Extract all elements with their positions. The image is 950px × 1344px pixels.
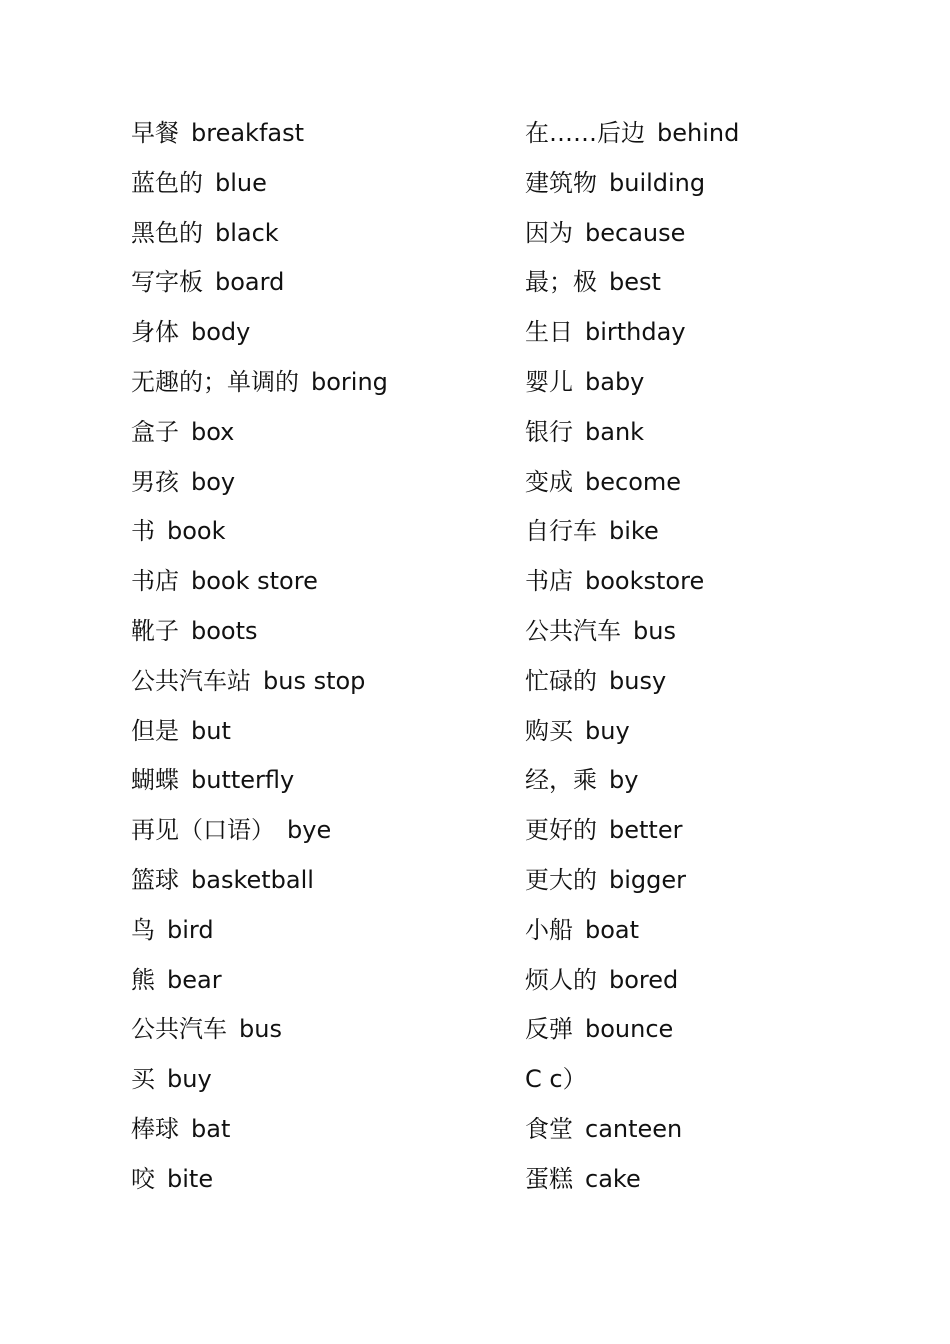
vocabulary-entry bbox=[131, 1010, 531, 1060]
english-word: black bbox=[215, 218, 279, 247]
vocabulary-entry bbox=[525, 961, 925, 1011]
vocabulary-entry bbox=[525, 712, 925, 762]
chinese-term: 再见（口语） bbox=[131, 816, 275, 845]
chinese-term: 篮球 bbox=[131, 865, 179, 894]
english-word: board bbox=[215, 268, 285, 297]
english-word: bite bbox=[167, 1164, 214, 1193]
chinese-term: 经，乘 bbox=[525, 766, 597, 795]
chinese-term: 烦人的 bbox=[525, 965, 597, 994]
english-word: bus bbox=[239, 1015, 282, 1044]
chinese-term: 黑色的 bbox=[131, 218, 203, 247]
chinese-term: 建筑物 bbox=[525, 168, 597, 197]
english-word: bus stop bbox=[263, 666, 366, 695]
english-word: boots bbox=[191, 616, 258, 645]
vocabulary-entry bbox=[131, 512, 531, 562]
chinese-term: 蓝色的 bbox=[131, 168, 203, 197]
english-word: book bbox=[167, 517, 226, 546]
chinese-term: 无趣的；单调的 bbox=[131, 367, 299, 396]
chinese-term: 书 bbox=[131, 517, 155, 546]
chinese-term: 写字板 bbox=[131, 268, 203, 297]
english-word: buy bbox=[585, 716, 630, 745]
chinese-term: 男孩 bbox=[131, 467, 179, 496]
english-word: best bbox=[609, 268, 661, 297]
chinese-term: 自行车 bbox=[525, 517, 597, 546]
chinese-term: 最；极 bbox=[525, 268, 597, 297]
chinese-term: 棒球 bbox=[131, 1114, 179, 1143]
vocabulary-entry bbox=[525, 313, 925, 363]
english-word: building bbox=[609, 168, 706, 197]
chinese-term: 小船 bbox=[525, 915, 573, 944]
right-vocabulary-column bbox=[525, 114, 925, 1210]
vocabulary-entry bbox=[525, 861, 925, 911]
vocabulary-entry bbox=[525, 363, 925, 413]
vocabulary-entry bbox=[525, 761, 925, 811]
vocabulary-entry bbox=[525, 612, 925, 662]
vocabulary-entry bbox=[525, 911, 925, 961]
vocabulary-entry bbox=[131, 1060, 531, 1110]
chinese-term: 反弹 bbox=[525, 1015, 573, 1044]
chinese-term: 变成 bbox=[525, 467, 573, 496]
english-word: canteen bbox=[585, 1114, 683, 1143]
english-word: boy bbox=[191, 467, 236, 496]
vocabulary-entry bbox=[131, 911, 531, 961]
vocabulary-entry bbox=[131, 1160, 531, 1210]
chinese-term: 食堂 bbox=[525, 1114, 573, 1143]
english-word: behind bbox=[657, 119, 740, 147]
english-word: because bbox=[585, 218, 686, 247]
vocabulary-entry bbox=[131, 463, 531, 513]
english-word: boring bbox=[311, 367, 388, 396]
english-word: better bbox=[609, 816, 683, 845]
chinese-term: 靴子 bbox=[131, 616, 179, 645]
english-word: bat bbox=[191, 1114, 231, 1143]
vocabulary-entry bbox=[131, 1110, 531, 1160]
english-word: by bbox=[609, 766, 639, 795]
chinese-term: 公共汽车站 bbox=[131, 666, 251, 695]
vocabulary-entry bbox=[131, 861, 531, 911]
chinese-term: 蝴蝶 bbox=[131, 766, 179, 795]
english-word: bounce bbox=[585, 1015, 674, 1044]
chinese-term: 公共汽车 bbox=[131, 1015, 227, 1044]
chinese-term: 早餐 bbox=[131, 119, 179, 147]
english-word: bike bbox=[609, 517, 659, 546]
vocabulary-entry bbox=[131, 164, 531, 214]
vocabulary-entry bbox=[131, 313, 531, 363]
chinese-term: 公共汽车 bbox=[525, 616, 621, 645]
chinese-term: 婴儿 bbox=[525, 367, 573, 396]
vocabulary-entry bbox=[131, 214, 531, 264]
english-word: bank bbox=[585, 417, 645, 446]
chinese-term: 熊 bbox=[131, 965, 155, 994]
english-word: blue bbox=[215, 168, 267, 197]
english-word: breakfast bbox=[191, 119, 305, 147]
vocabulary-entry bbox=[525, 811, 925, 861]
vocabulary-entry bbox=[525, 114, 925, 164]
english-word: cake bbox=[585, 1164, 641, 1193]
english-word: bored bbox=[609, 965, 679, 994]
chinese-term: 身体 bbox=[131, 318, 179, 347]
english-word: bear bbox=[167, 965, 222, 994]
chinese-term: C c） bbox=[525, 1065, 587, 1094]
vocabulary-entry bbox=[525, 263, 925, 313]
vocabulary-entry bbox=[525, 1010, 925, 1060]
vocabulary-entry bbox=[131, 562, 531, 612]
vocabulary-entry bbox=[131, 761, 531, 811]
vocabulary-entry bbox=[525, 1060, 925, 1110]
chinese-term: 盒子 bbox=[131, 417, 179, 446]
chinese-term: 更好的 bbox=[525, 816, 597, 845]
chinese-term: 忙碌的 bbox=[525, 666, 597, 695]
english-word: become bbox=[585, 467, 682, 496]
chinese-term: 蛋糕 bbox=[525, 1164, 573, 1193]
vocabulary-entry bbox=[525, 562, 925, 612]
chinese-term: 鸟 bbox=[131, 915, 155, 944]
vocabulary-entry bbox=[131, 612, 531, 662]
english-word: busy bbox=[609, 666, 667, 695]
vocabulary-entry bbox=[131, 363, 531, 413]
chinese-term: 买 bbox=[131, 1065, 155, 1094]
vocabulary-entry bbox=[525, 164, 925, 214]
english-word: baby bbox=[585, 367, 645, 396]
english-word: book store bbox=[191, 567, 318, 596]
chinese-term: 但是 bbox=[131, 716, 179, 745]
chinese-term: 银行 bbox=[525, 417, 573, 446]
chinese-term: 购买 bbox=[525, 716, 573, 745]
vocabulary-entry bbox=[131, 712, 531, 762]
english-word: birthday bbox=[585, 318, 686, 347]
chinese-term: 咬 bbox=[131, 1164, 155, 1193]
vocabulary-entry bbox=[525, 512, 925, 562]
vocabulary-entry bbox=[525, 1110, 925, 1160]
vocabulary-entry bbox=[131, 114, 531, 164]
english-word: bus bbox=[633, 616, 676, 645]
chinese-term: 更大的 bbox=[525, 865, 597, 894]
vocabulary-entry bbox=[525, 662, 925, 712]
vocabulary-entry bbox=[525, 463, 925, 513]
chinese-term: 书店 bbox=[525, 567, 573, 596]
vocabulary-entry bbox=[525, 413, 925, 463]
left-vocabulary-column bbox=[131, 114, 531, 1210]
vocabulary-entry bbox=[525, 1160, 925, 1210]
english-word: buy bbox=[167, 1065, 212, 1094]
chinese-term: 因为 bbox=[525, 218, 573, 247]
vocabulary-entry bbox=[131, 263, 531, 313]
english-word: boat bbox=[585, 915, 640, 944]
english-word: bigger bbox=[609, 865, 687, 894]
english-word: basketball bbox=[191, 865, 314, 894]
chinese-term: 书店 bbox=[131, 567, 179, 596]
vocabulary-entry bbox=[131, 811, 531, 861]
english-word: but bbox=[191, 716, 231, 745]
english-word: body bbox=[191, 318, 251, 347]
vocabulary-entry bbox=[131, 662, 531, 712]
chinese-term: 生日 bbox=[525, 318, 573, 347]
english-word: bird bbox=[167, 915, 214, 944]
english-word: bye bbox=[287, 816, 332, 845]
english-word: bookstore bbox=[585, 567, 705, 596]
vocabulary-entry bbox=[131, 961, 531, 1011]
english-word: box bbox=[191, 417, 235, 446]
chinese-term: 在……后边 bbox=[525, 119, 645, 147]
vocabulary-entry bbox=[131, 413, 531, 463]
english-word: butterfly bbox=[191, 766, 295, 795]
vocabulary-entry bbox=[525, 214, 925, 264]
